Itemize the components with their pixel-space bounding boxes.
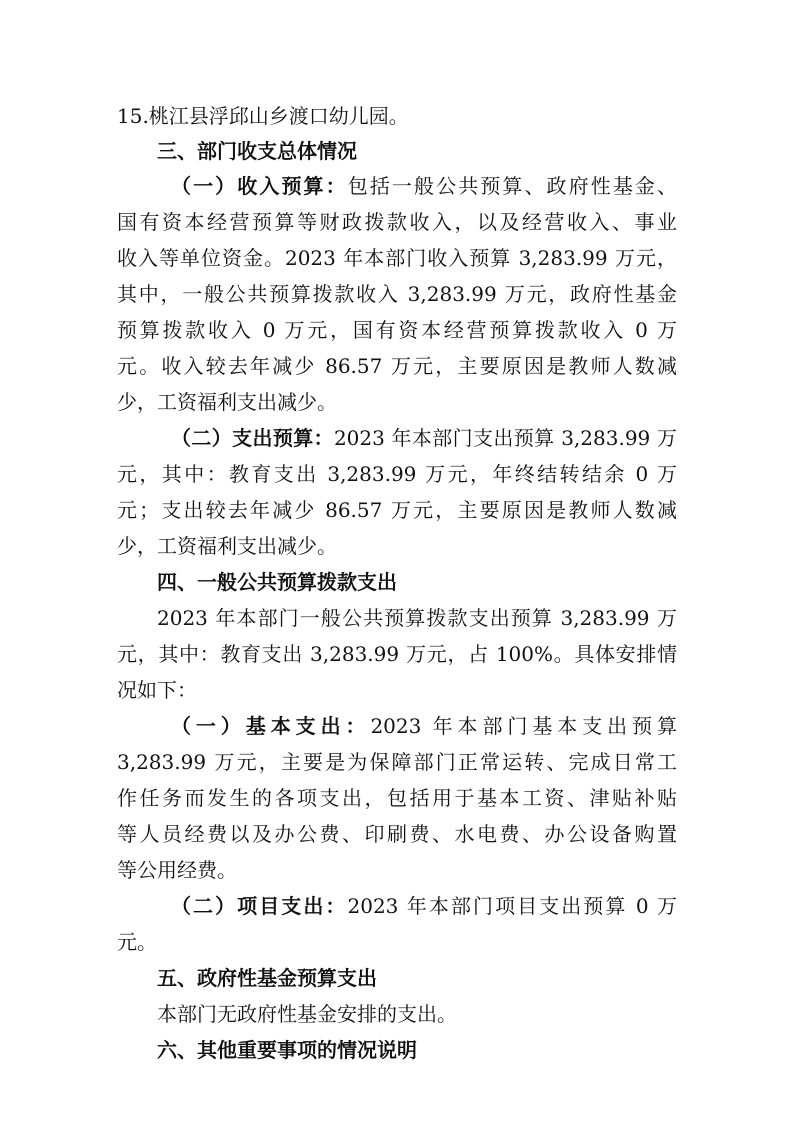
- paragraph-income-line-4: 其中，一般公共预算拨款收入 3,283.99 万元，政府性基金: [117, 282, 677, 306]
- project-expense-label: （二）项目支出：: [171, 894, 348, 918]
- paragraph-expense-line-4: 少，工资福利支出减少。: [117, 534, 337, 558]
- income-budget-text: 包括一般公共预算、政府性基金、: [347, 174, 678, 198]
- paragraph-income-line-1: [171, 168, 677, 204]
- paragraph-fund-line-1: 本部门无政府性基金安排的支出。: [157, 1002, 457, 1026]
- paragraph-income-line-3: 收入等单位资金。2023 年本部门收入预算 3,283.99 万元，: [117, 246, 677, 270]
- list-item-15: 15.桃江县浮邱山乡渡口幼儿园。: [117, 104, 409, 128]
- section-heading-4: 四、一般公共预算拨款支出: [157, 570, 397, 594]
- expense-budget-label: （二）支出预算：: [171, 426, 334, 450]
- section-heading-3: 三、部门收支总体情况: [157, 139, 357, 163]
- paragraph-expense-line-3: 元；支出较去年减少 86.57 万元，主要原因是教师人数减: [117, 498, 677, 522]
- basic-expense-text: 2023 年本部门基本支出预算: [370, 714, 677, 738]
- paragraph-general-line-3: 况如下：: [117, 678, 197, 702]
- paragraph-basic-line-3: 作任务而发生的各项支出，包括用于基本工资、津贴补贴: [117, 786, 677, 810]
- paragraph-basic-line-2: 3,283.99 万元，主要是为保障部门正常运转、完成日常工: [117, 750, 677, 774]
- basic-expense-label: （一）基本支出：: [171, 714, 371, 738]
- paragraph-income-line-6: 元。收入较去年减少 86.57 万元，主要原因是教师人数减: [117, 354, 677, 378]
- paragraph-basic-line-4: 等人员经费以及办公费、印刷费、水电费、办公设备购置: [117, 822, 677, 846]
- section-heading-5: 五、政府性基金预算支出: [157, 966, 377, 990]
- section-heading-6: 六、其他重要事项的情况说明: [157, 1038, 417, 1062]
- paragraph-project-line-1: [171, 888, 677, 924]
- paragraph-project-line-2: 元。: [117, 930, 157, 954]
- paragraph-expense-line-2: 元，其中：教育支出 3,283.99 万元，年终结转结余 0 万: [117, 462, 677, 486]
- paragraph-income-line-2: 国有资本经营预算等财政拨款收入，以及经营收入、事业: [117, 210, 677, 234]
- expense-budget-text: 2023 年本部门支出预算 3,283.99 万: [333, 426, 677, 450]
- paragraph-general-line-2: 元，其中：教育支出 3,283.99 万元，占 100%。具体安排情: [117, 642, 677, 666]
- paragraph-income-line-7: 少，工资福利支出减少。: [117, 390, 337, 414]
- paragraph-income-line-5: 预算拨款收入 0 万元，国有资本经营预算拨款收入 0 万: [117, 318, 677, 342]
- project-expense-text: 2023 年本部门项目支出预算 0 万: [347, 894, 677, 918]
- income-budget-label: （一）收入预算：: [171, 174, 348, 198]
- paragraph-basic-line-5: 等公用经费。: [117, 858, 237, 882]
- paragraph-expense-line-1: [171, 420, 677, 456]
- paragraph-basic-line-1: [171, 708, 677, 744]
- paragraph-general-line-1: 2023 年本部门一般公共预算拨款支出预算 3,283.99 万: [157, 606, 677, 630]
